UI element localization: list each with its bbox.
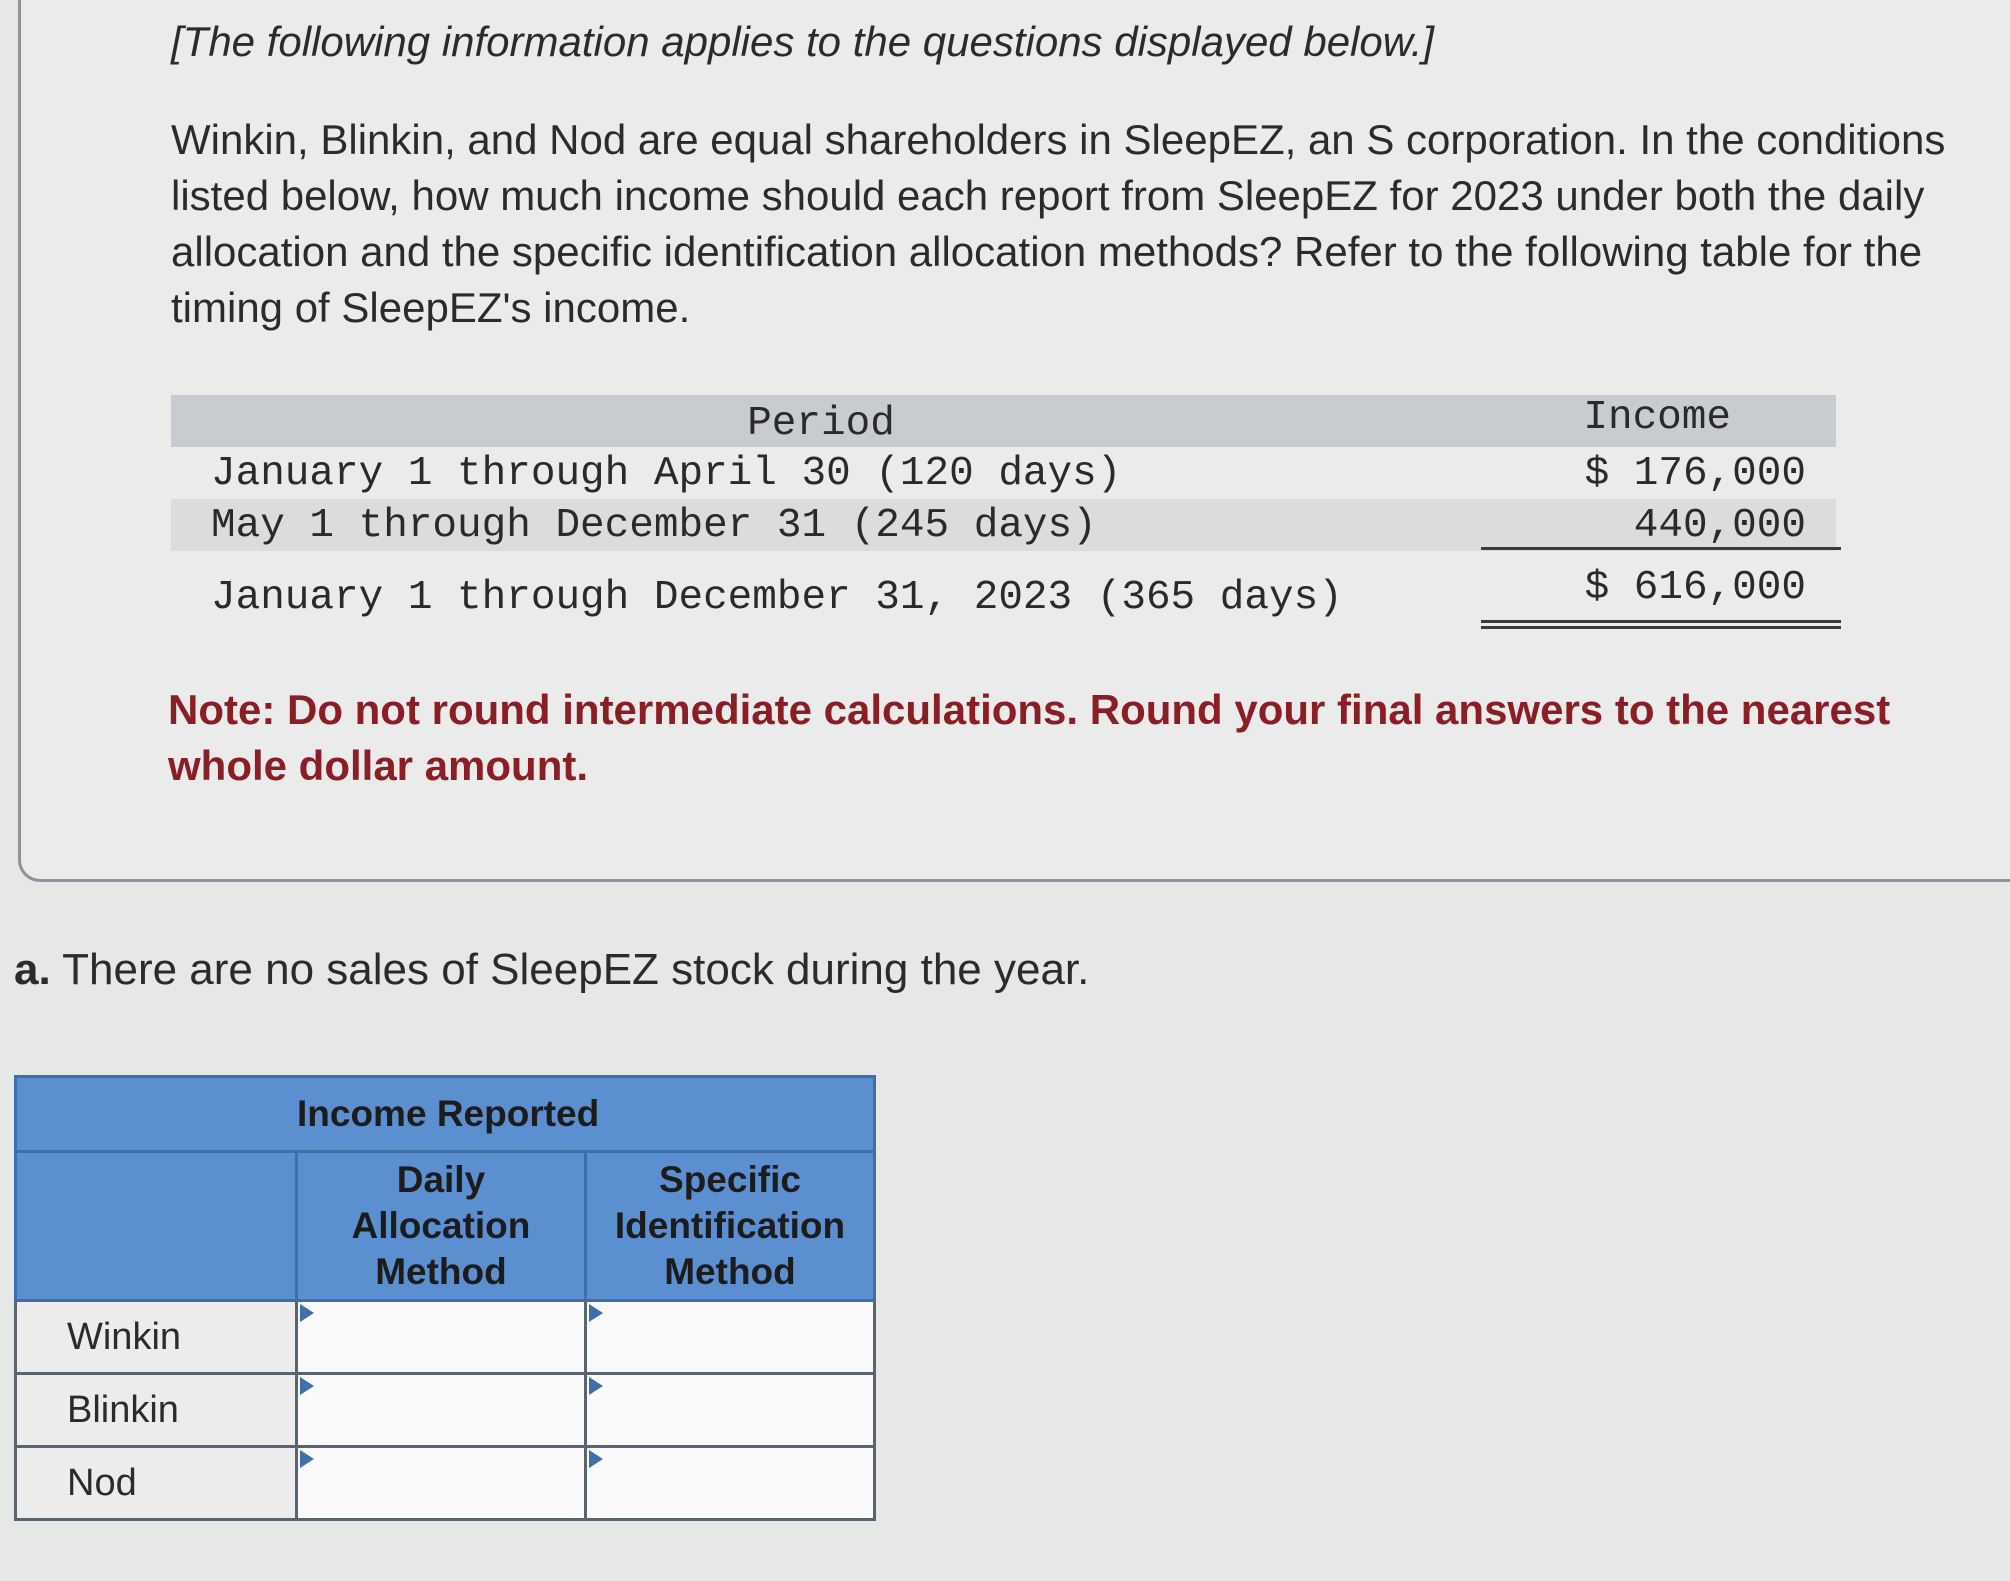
total-double-rule	[1481, 626, 1841, 629]
winkin-daily-cell[interactable]	[296, 1301, 585, 1374]
rounding-note: Note: Do not round intermediate calculations. Round your final answers to the nearest whole dollar amount.	[168, 686, 1891, 789]
table-row	[16, 1374, 875, 1447]
cell-marker-icon	[589, 1450, 603, 1468]
nod-daily-cell[interactable]	[296, 1447, 585, 1520]
header-income: Income	[1583, 395, 1731, 441]
blinkin-specific-input[interactable]	[588, 1376, 872, 1444]
blank-header	[16, 1152, 297, 1301]
winkin-specific-cell[interactable]	[585, 1301, 874, 1374]
table-row	[16, 1301, 875, 1374]
row-label-blinkin: Blinkin	[16, 1374, 297, 1447]
daily-allocation-header: Daily Allocation Method	[296, 1152, 585, 1301]
cell-marker-icon	[589, 1377, 603, 1395]
table-row	[16, 1447, 875, 1520]
income-cell: 440,000	[1633, 503, 1806, 549]
specific-identification-header: Specific Identification Method	[585, 1152, 874, 1301]
row-label-winkin: Winkin	[16, 1301, 297, 1374]
nod-daily-input[interactable]	[299, 1449, 583, 1517]
period-cell: January 1 through December 31, 2023 (365 days)	[211, 575, 1343, 621]
group-header-row	[16, 1077, 875, 1152]
info-panel	[18, 0, 2010, 882]
total-rule	[1481, 620, 1841, 623]
income-reported-table	[14, 1075, 876, 1521]
income-reported-header: Income Reported	[16, 1077, 875, 1152]
blinkin-daily-input[interactable]	[299, 1376, 583, 1444]
part-letter: a.	[14, 945, 51, 994]
intro-text: [The following information applies to the questions displayed below.]	[171, 18, 1435, 65]
timing-row	[171, 499, 1836, 551]
nod-specific-input[interactable]	[588, 1449, 872, 1517]
winkin-specific-input[interactable]	[588, 1303, 872, 1371]
income-cell: $ 616,000	[1584, 565, 1806, 611]
cell-marker-icon	[300, 1304, 314, 1322]
blinkin-specific-cell[interactable]	[585, 1374, 874, 1447]
timing-row-total	[171, 565, 1836, 623]
column-header-row	[16, 1152, 875, 1301]
part-a-text: There are no sales of SleepEZ stock during the year.	[62, 945, 1090, 994]
row-label-nod: Nod	[16, 1447, 297, 1520]
blinkin-daily-cell[interactable]	[296, 1374, 585, 1447]
subtotal-rule	[1481, 547, 1841, 550]
part-a-prompt	[14, 945, 1089, 995]
question-text: Winkin, Blinkin, and Nod are equal shareholders in SleepEZ, an S corporation. In the conditions listed below, how much income should each report from SleepEZ for 2023 under both the daily allocation and the specific identification allocation methods? Refer to the following table for the timing of SleepEZ's income.	[171, 116, 1946, 331]
timing-table-header	[171, 395, 1836, 447]
period-cell: January 1 through April 30 (120 days)	[211, 451, 1122, 497]
winkin-daily-input[interactable]	[299, 1303, 583, 1371]
cell-marker-icon	[300, 1450, 314, 1468]
header-period: Period	[747, 401, 895, 447]
cell-marker-icon	[300, 1377, 314, 1395]
period-cell: May 1 through December 31 (245 days)	[211, 503, 1097, 549]
nod-specific-cell[interactable]	[585, 1447, 874, 1520]
timing-row	[171, 447, 1836, 499]
cell-marker-icon	[589, 1304, 603, 1322]
income-cell: $ 176,000	[1584, 451, 1806, 497]
